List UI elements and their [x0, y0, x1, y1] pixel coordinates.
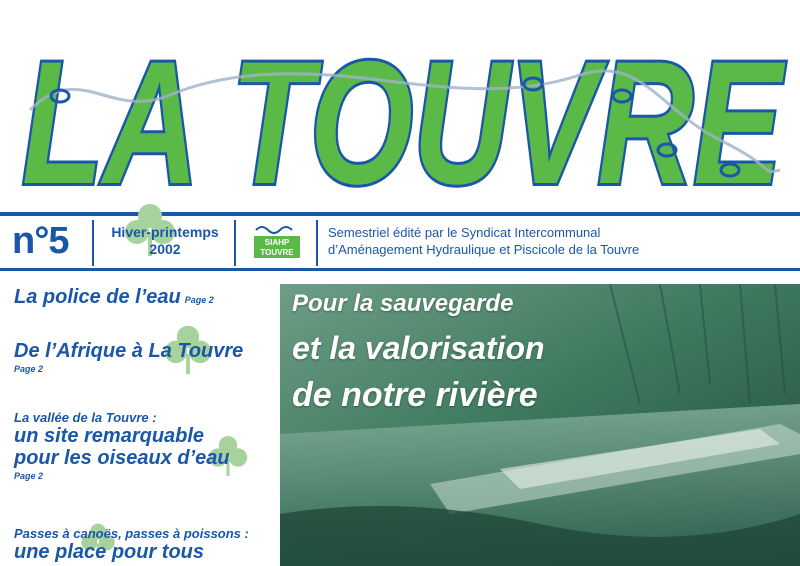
- story-police[interactable]: [14, 286, 214, 311]
- story-title: La police de l’eau Page 2: [14, 286, 214, 308]
- issue-season: [100, 214, 230, 268]
- logo-text-bottom: TOUVRE: [260, 248, 294, 257]
- feature-headline-line-1: Pour la sauvegarde: [292, 290, 514, 317]
- story-afrique[interactable]: [14, 340, 243, 374]
- feature-headline-line-3: de notre rivière: [292, 376, 538, 414]
- story-title-line: un site remarquable: [14, 425, 205, 447]
- story-passes[interactable]: [14, 526, 249, 563]
- story-page: Page 2: [184, 295, 214, 305]
- masthead-title: LA TOUVRE: [22, 26, 787, 200]
- publisher-info: [328, 214, 639, 268]
- publisher-line-1: Semestriel édité par le Syndicat Intercommunal: [328, 225, 601, 240]
- feature-headline-line-2: et la valorisation: [292, 330, 545, 366]
- divider: [316, 220, 318, 266]
- story-title-line: une place pour tous: [14, 541, 205, 563]
- publisher-line-2: d’Aménagement Hydraulique et Piscicole de la Touvre: [328, 242, 640, 257]
- story-vallee[interactable]: [14, 410, 230, 481]
- story-kicker: Passes à canoës, passes à poissons :: [14, 526, 249, 541]
- masthead-logo: [0, 0, 800, 200]
- divider: [234, 220, 236, 266]
- story-page: Page 2: [14, 471, 44, 481]
- issue-year: 2002: [149, 241, 181, 257]
- issue-number: n°5: [12, 219, 69, 262]
- divider: [92, 220, 94, 266]
- story-title: De l’Afrique à La Touvre: [14, 340, 244, 362]
- season-label: Hiver-printemps: [111, 224, 219, 240]
- story-kicker: La vallée de la Touvre :: [14, 410, 157, 425]
- issue-bar: [0, 214, 800, 268]
- story-page: Page 2: [14, 364, 44, 374]
- feature-photo: [280, 284, 800, 566]
- siahp-logo: [252, 222, 302, 260]
- bottom-rule: [0, 268, 800, 271]
- story-title-line: pour les oiseaux d’eau: [14, 447, 230, 469]
- logo-text-top: SIAHP: [264, 238, 290, 247]
